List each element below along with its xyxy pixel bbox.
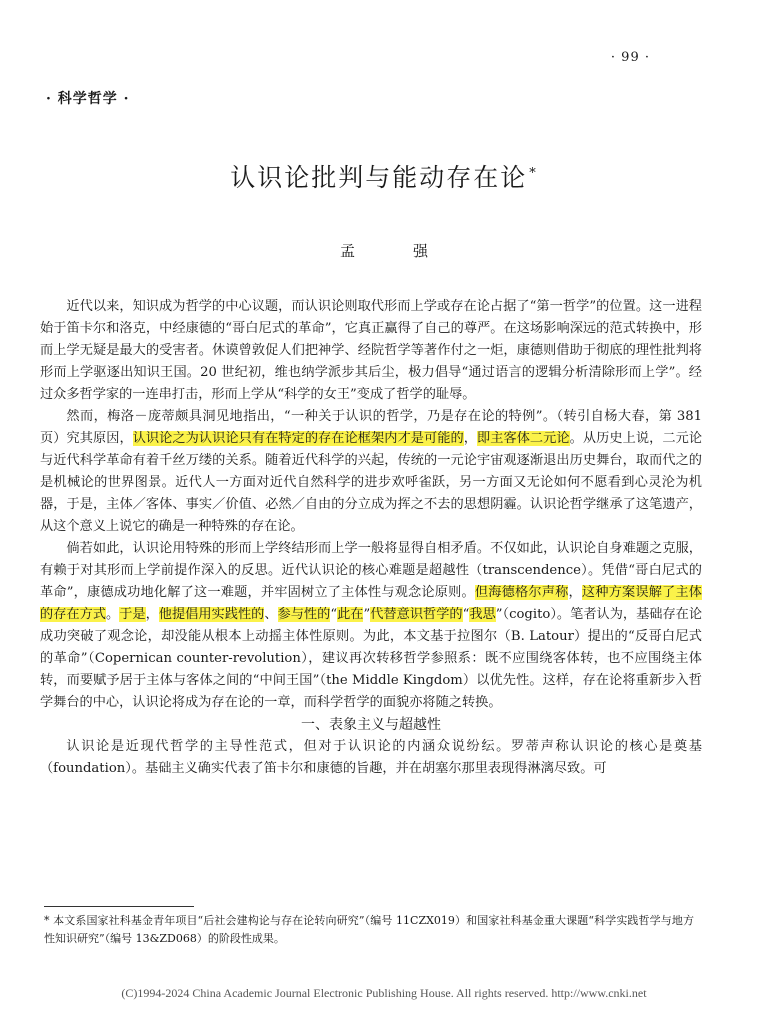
paragraph-3-text: “ (330, 607, 338, 622)
paragraph-2-text: ， (463, 431, 477, 446)
highlight: 他提倡用实践性的 (158, 607, 265, 622)
paragraph-3-text: 、 (264, 607, 278, 622)
highlight: 认识论之为认识论只有在特定的存在论框架内才是可能的 (132, 431, 464, 446)
footnote-marker[interactable]: * (529, 165, 538, 181)
footnote: * 本文系国家社科基金青年项目“后社会建构论与存在论转向研究”（编号 11CZX019）和国家社科基金重大课题“科学实践哲学与地方性知识研究”（编号 13&ZD068）的阶段性成果。 (44, 914, 694, 945)
title-text: 认识论批判与能动存在论 (230, 163, 528, 192)
copyright-notice: (C)1994-2024 China Academic Journal Electronic Publishing House. All rights reserved. http://www.cnki.net (121, 986, 647, 1000)
section-heading: 一、表象主义与超越性 (301, 717, 441, 733)
paragraph-3-text: “ (462, 607, 470, 622)
highlight: 参与性的 (277, 607, 331, 622)
paragraph-3-text: ” (363, 607, 371, 622)
paragraph-3-text: ”（cogito）。笔者认为，基础存在论成功突破了观念论，却没能从根本上动摇主体性原则。为此，本文基于拉图尔（B. Latour）提出的“反哥白尼式的革命”（Copernican counter-revolution），建议再次转移哲学参照系：既不应围绕客体转，也不应围绕主体转，而要赋予居于主体与客体之间的“中间王国”（the Middle Kingdom）以优先性。这样，存在论将重新步入哲学舞台的中心，认识论将成为存在论的一章，而科学哲学的面貌亦将随之转换。 (40, 607, 703, 710)
highlight: 此在 (337, 607, 364, 622)
paragraph-2-text: 。从历史上说，二元论与近代科学革命有着千丝万缕的关系。随着近代科学的兴起，传统的一元论宇宙观逐渐退出历史舞台，取而代之的是机械论的世界图景。近代人一方面对近代自然科学的进步欢呼雀跃，另一方面又无论如何不愿看到心灵沦为机器，于是，主体／客体、事实／价值、必然／自由的分立成为挥之不去的思想阴霾。认识论哲学继承了这笔遗产，从这个意义上说它的确是一种特殊的存在论。 (40, 431, 703, 534)
paragraph-2 (40, 406, 702, 538)
paragraph-4: 认识论是近现代哲学的主导性范式，但对于认识论的内涵众说纷纭。罗蒂声称认识论的核心是奠基（foundation）。基础主义确实代表了笛卡尔和康德的旨趣，并在胡塞尔那里表现得淋漓尽致。可 (40, 739, 702, 776)
paragraph-2-text: 然而，梅洛－庞蒂颇具洞见地指出，“一种关于认识的哲学，乃是存在论的特例”。（转引自杨大春，第 381 页）究其原因， (40, 409, 702, 446)
article-body (40, 296, 702, 780)
paragraph-3-text: 倘若如此，认识论用特殊的形而上学终结形而上学一般将显得自相矛盾。不仅如此，认识论自身难题之克服，有赖于对其形而上学前提作深入的反思。近代认识论的核心难题是超越性（transcendence）。凭借“哥白尼式的革命”，康德成功地化解了这一难题，并牢固树立了主体性与观念论原则。 (40, 541, 702, 600)
highlight: 于是 (119, 607, 146, 622)
author-text: 孟强 (339, 242, 486, 260)
footnote-divider (44, 906, 194, 907)
author-name (0, 240, 768, 261)
article-title (0, 158, 768, 194)
highlight: 代替意识哲学的 (370, 607, 463, 622)
highlight: 这种方案误解了主体的存在方式 (40, 585, 702, 622)
paragraph-3-text: ， (145, 607, 159, 622)
paragraph-1: 近代以来，知识成为哲学的中心议题，而认识论则取代形而上学或存在论占据了“第一哲学”的位置。这一进程始于笛卡尔和洛克，中经康德的“哥白尼式的革命”，它真正赢得了自己的尊严。在这场影响深远的范式转换中，形而上学无疑是最大的受害者。休谟曾敦促人们把神学、经院哲学等著作付之一炬，康德则借助于彻底的理性批判将形而上学驱逐出知识王国。20 世纪初，维也纳学派步其后尘，极力倡导“通过语言的逻辑分析清除形而上学”。经过众多哲学家的一连串打击，形而上学从“科学的女王”变成了哲学的耻辱。 (40, 299, 702, 402)
highlight: 我思 (469, 607, 496, 622)
page-number: · 99 · (610, 50, 650, 65)
highlight: 即主客体二元论 (476, 431, 570, 446)
section-label: · 科学哲学 · (46, 91, 130, 107)
highlight: 但海德格尔声称 (474, 585, 569, 600)
paragraph-3-text: 。 (105, 607, 120, 622)
paragraph-3 (40, 538, 702, 714)
paragraph-3-text: ， (568, 585, 582, 600)
